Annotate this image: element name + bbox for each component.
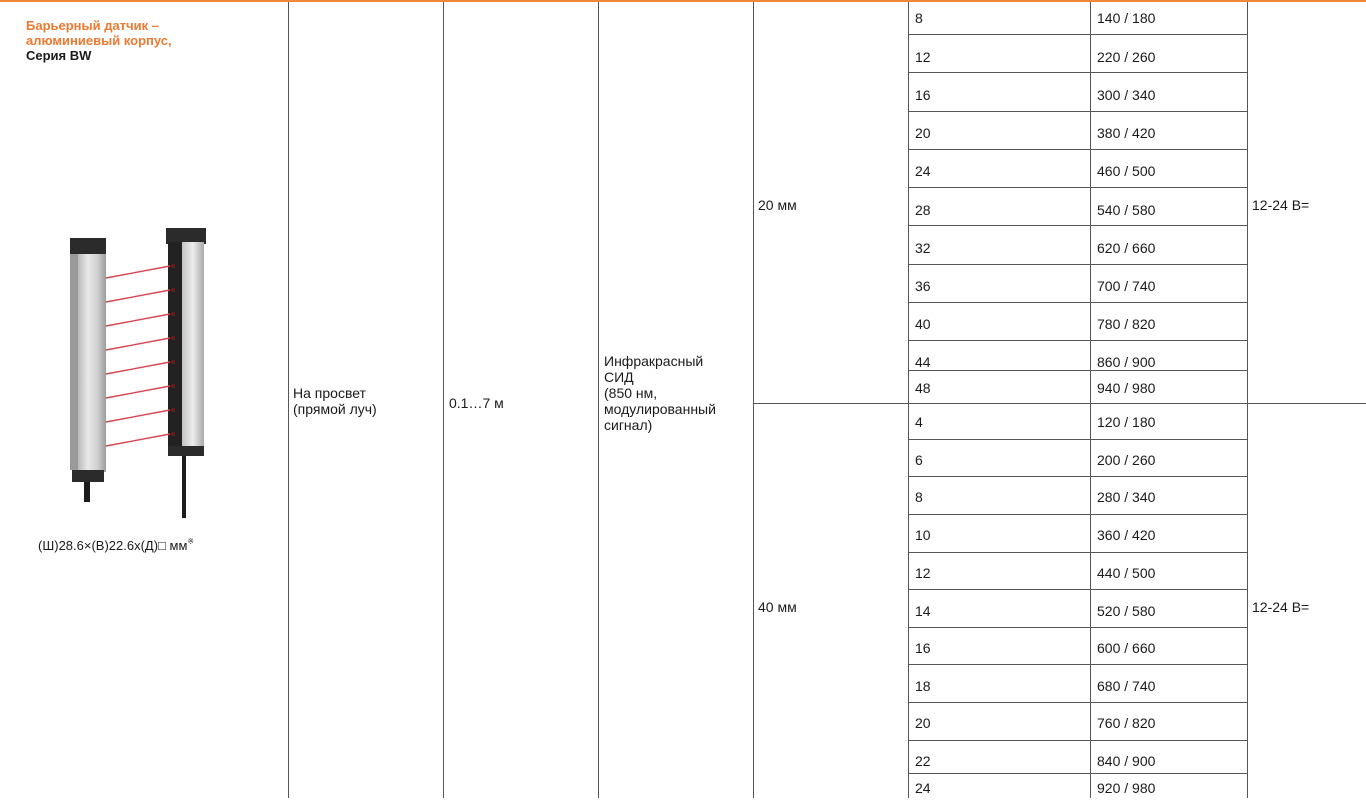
channels-cell: 32: [915, 240, 931, 256]
column-divider: [443, 2, 444, 798]
table-row: [909, 194, 1364, 226]
channels-cell: 16: [915, 87, 931, 103]
channels-cell: 10: [915, 527, 931, 543]
lengths-cell: 520 / 580: [1097, 603, 1156, 619]
lengths-cell: 760 / 820: [1097, 715, 1156, 731]
channels-cell: 40: [915, 316, 931, 332]
channels-cell: 4: [915, 414, 923, 430]
table-row: [909, 2, 1364, 34]
table-row: [909, 444, 1364, 476]
table-row: [909, 481, 1364, 513]
row-divider: [908, 111, 1247, 112]
channels-cell: 8: [915, 10, 923, 26]
row-divider: [908, 187, 1247, 188]
row-divider: [908, 340, 1247, 341]
table-row: [909, 270, 1364, 302]
channels-cell: 12: [915, 49, 931, 65]
title-line-2: алюминиевый корпус,: [26, 33, 172, 48]
row-divider: [908, 225, 1247, 226]
row-divider: [908, 476, 1247, 477]
light-source-cell: [604, 353, 716, 433]
light-source-line-2: СИД: [604, 369, 634, 385]
table-row: [909, 79, 1364, 111]
lengths-cell: 280 / 340: [1097, 489, 1156, 505]
title-line-3: Серия BW: [26, 48, 92, 63]
lengths-cell: 840 / 900: [1097, 753, 1156, 769]
dimensions-text: (Ш)28.6×(В)22.6х(Д)□ мм: [38, 538, 188, 553]
lengths-cell: 380 / 420: [1097, 125, 1156, 141]
lengths-cell: 920 / 980: [1097, 780, 1156, 796]
range-cell: 0.1…7 м: [449, 395, 504, 411]
lengths-cell: 620 / 660: [1097, 240, 1156, 256]
footnote-mark: ※: [187, 537, 195, 546]
channels-cell: 24: [915, 780, 931, 796]
table-row: [909, 406, 1364, 438]
lengths-cell: 460 / 500: [1097, 163, 1156, 179]
row-divider: [908, 34, 1247, 35]
voltage-cell-40: 12-24 В=: [1252, 599, 1310, 615]
row-divider: [908, 264, 1247, 265]
channels-cell: 22: [915, 753, 931, 769]
light-source-line-1: Инфракрасный: [604, 353, 704, 369]
table-row: [909, 232, 1364, 264]
product-title: [26, 18, 276, 63]
channels-cell: 28: [915, 202, 931, 218]
row-divider: [908, 149, 1247, 150]
lengths-cell: 200 / 260: [1097, 452, 1156, 468]
row-divider: [908, 740, 1247, 741]
pitch-cell-40: 40 мм: [758, 599, 797, 615]
lengths-cell: 780 / 820: [1097, 316, 1156, 332]
table-row: [909, 308, 1364, 340]
row-divider: [908, 72, 1247, 73]
row-divider: [908, 589, 1247, 590]
channels-cell: 20: [915, 715, 931, 731]
table-row: [909, 372, 1364, 404]
lengths-cell: 700 / 740: [1097, 278, 1156, 294]
detection-mode-line-2: (прямой луч): [293, 401, 377, 417]
channels-cell: 20: [915, 125, 931, 141]
channels-cell: 8: [915, 489, 923, 505]
light-source-line-4: модулированный: [604, 401, 716, 417]
table-row: [909, 670, 1364, 702]
row-divider: [908, 552, 1247, 553]
lengths-cell: 600 / 660: [1097, 640, 1156, 656]
table-row: [909, 557, 1364, 589]
lengths-cell: 680 / 740: [1097, 678, 1156, 694]
detection-mode-line-1: На просвет: [293, 385, 366, 401]
lengths-cell: 300 / 340: [1097, 87, 1156, 103]
channels-cell: 6: [915, 452, 923, 468]
channels-cell: 48: [915, 380, 931, 396]
table-row: [909, 117, 1364, 149]
channels-cell: 16: [915, 640, 931, 656]
detection-mode-cell: [293, 385, 377, 417]
table-row: [909, 519, 1364, 551]
lengths-cell: 940 / 980: [1097, 380, 1156, 396]
row-divider: [908, 702, 1247, 703]
lengths-cell: 140 / 180: [1097, 10, 1156, 26]
lengths-cell: 860 / 900: [1097, 354, 1156, 370]
channels-cell: 36: [915, 278, 931, 294]
light-curtain-photo-icon: [48, 218, 228, 518]
channels-cell: 44: [915, 354, 931, 370]
table-row: [909, 155, 1364, 187]
column-divider: [753, 2, 754, 798]
lengths-cell: 540 / 580: [1097, 202, 1156, 218]
lengths-cell: 440 / 500: [1097, 565, 1156, 581]
channels-cell: 18: [915, 678, 931, 694]
row-divider: [908, 514, 1247, 515]
lengths-cell: 220 / 260: [1097, 49, 1156, 65]
column-divider: [598, 2, 599, 798]
channels-cell: 12: [915, 565, 931, 581]
table-row: [909, 772, 1364, 804]
row-divider: [908, 370, 1247, 371]
pitch-cell-20: 20 мм: [758, 197, 797, 213]
table-row: [909, 41, 1364, 73]
row-divider: [908, 664, 1247, 665]
light-source-line-3: (850 нм,: [604, 385, 658, 401]
light-source-line-5: сигнал): [604, 417, 653, 433]
row-divider: [908, 302, 1247, 303]
table-row: [909, 707, 1364, 739]
lengths-cell: 120 / 180: [1097, 414, 1156, 430]
table-row: [909, 632, 1364, 664]
table-row: [909, 595, 1364, 627]
row-divider: [908, 627, 1247, 628]
column-divider: [288, 2, 289, 798]
dimensions-label: [38, 537, 194, 553]
title-line-1: Барьерный датчик –: [26, 18, 159, 33]
channels-cell: 14: [915, 603, 931, 619]
voltage-cell-20: 12-24 В=: [1252, 197, 1310, 213]
channels-cell: 24: [915, 163, 931, 179]
lengths-cell: 360 / 420: [1097, 527, 1156, 543]
row-divider: [908, 439, 1247, 440]
